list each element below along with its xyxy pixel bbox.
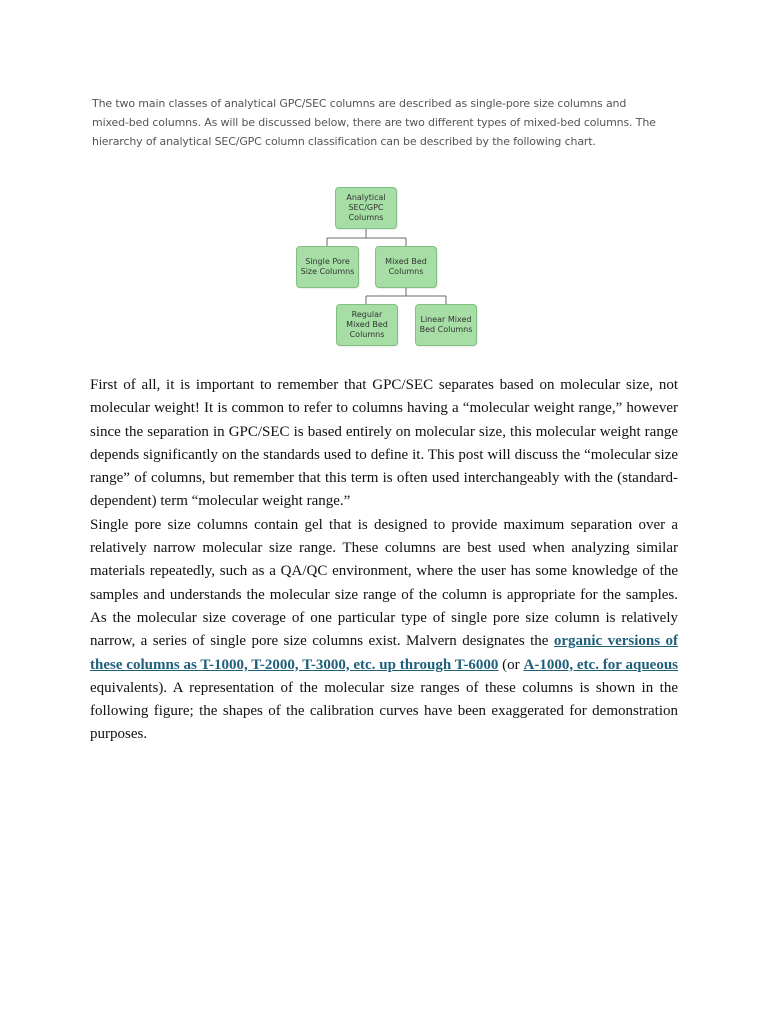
intro-line: The two main classes of analytical GPC/SEC columns are described as single-pore size columns and: [92, 97, 627, 110]
intro-line: hierarchy of analytical SEC/GPC column classification can be described by the following chart.: [92, 135, 596, 148]
aqueous-versions-link[interactable]: A-1000, etc. for aqueous: [523, 656, 678, 673]
chart-node-regular-mixed-bed: Regular Mixed Bed Columns: [336, 304, 398, 346]
paragraph-single-pore: Single pore size columns contain gel that is designed to provide maximum separation over a relatively narrow molecular size range. These columns are best used when analyzing similar materials repeatedly, such as a QA/QC environment, where the user has some knowledge of the samples and understands the molecular size range of the column is appropriate for the samples. As the molecular size coverage of one particular type of single pore size column is relatively narrow, a series of single pore size columns exist. Malvern designates the organic versions of these columns as T-1000, T-2000, T-3000, etc. up through T-6000 (or A-1000, etc. for aqueous equivalents). A representation of the molecular size ranges of these columns is shown in the following figure; the shapes of the calibration curves have been exaggerated for demonstration purposes.: [90, 516, 678, 743]
body-text: [90, 374, 678, 747]
organic-versions-link[interactable]: organic versions of these columns as T-1000, T-2000, T-3000, etc. up through T-6000: [90, 633, 678, 673]
chart-node-mixed-bed: Mixed Bed Columns: [375, 246, 437, 288]
chart-node-single-pore: Single Pore Size Columns: [296, 246, 359, 288]
chart-node-linear-mixed-bed: Linear Mixed Bed Columns: [415, 304, 477, 346]
intro-line: mixed-bed columns. As will be discussed below, there are two different types of mixed-bed columns. The: [92, 116, 656, 129]
intro-paragraph: [92, 94, 692, 151]
paragraph-molecular-size: First of all, it is important to remember that GPC/SEC separates based on molecular size, not molecular weight! It is common to refer to columns having a “molecular weight range,” however since the separation in GPC/SEC is based entirely on molecular size, this molecular weight range depends significantly on the standards used to define it. This post will discuss the “molecular size range” of columns, but remember that this term is often used interchangeably with the (standard-dependent) term “molecular weight range.”: [90, 377, 678, 510]
chart-node-analytical-columns: Analytical SEC/GPC Columns: [335, 187, 397, 229]
